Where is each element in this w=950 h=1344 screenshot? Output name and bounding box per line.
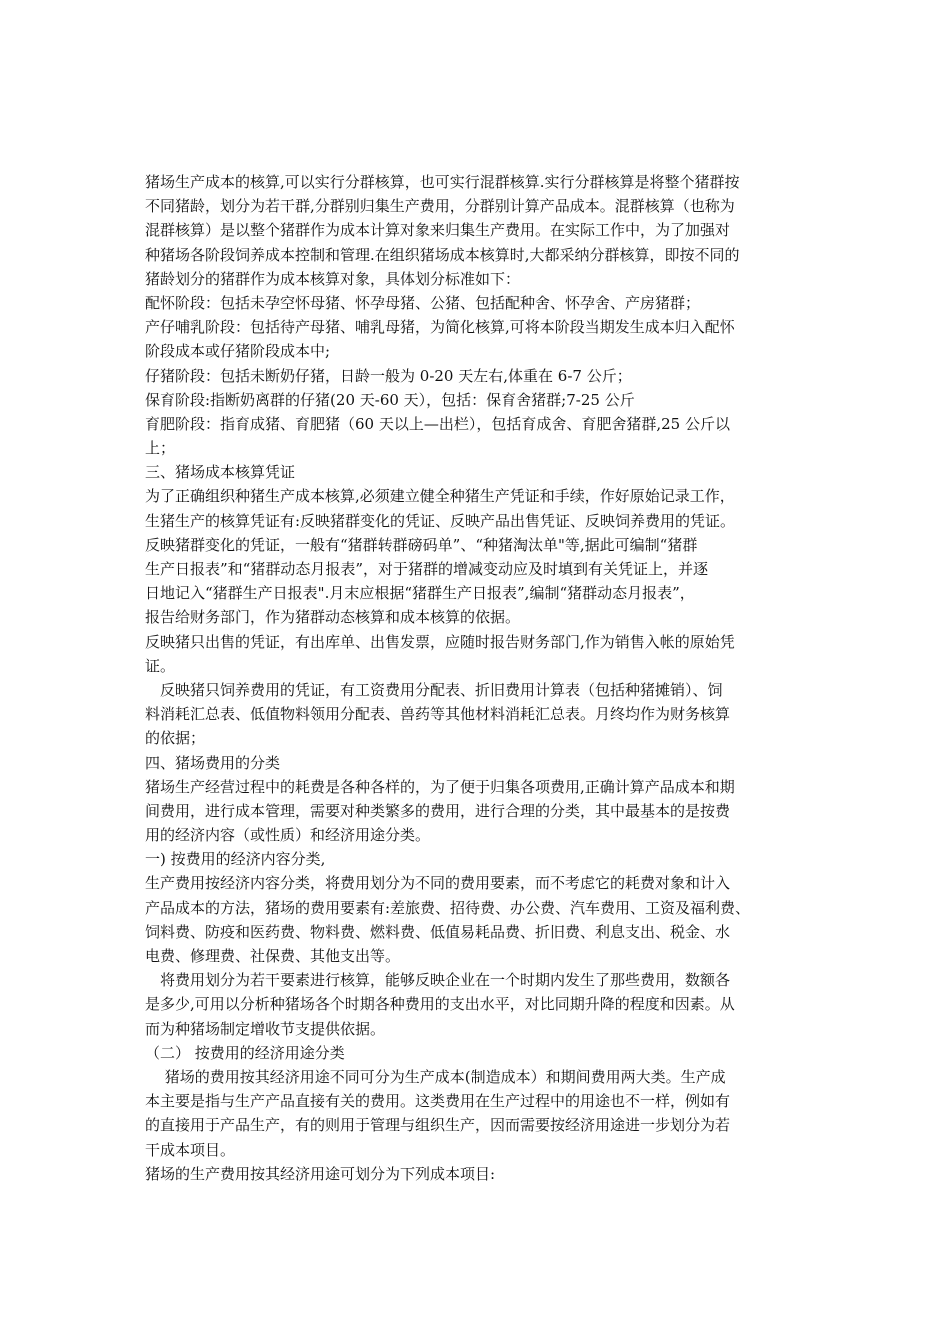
text-line: 猪场的费用按其经济用途不同可分为生产成本(制造成本）和期间费用两大类。生产成 bbox=[145, 1067, 726, 1086]
text-line: 本主要是指与生产产品直接有关的费用。这类费用在生产过程中的用途也不一样，例如有 bbox=[145, 1092, 731, 1111]
text-line: 三、猪场成本核算凭证 bbox=[145, 463, 296, 482]
text-line: 一) 按费用的经济内容分类, bbox=[145, 850, 326, 869]
text-line: 反映猪群变化的凭证，一般有“猪群转群磅码单”、“种猪淘汰单"等,据此可编制“猪群 bbox=[145, 535, 698, 554]
text-line: 饲料费、防疫和医药费、物料费、燃料费、低值易耗品费、折旧费、利息支出、税金、水 bbox=[145, 922, 731, 941]
text-line: 而为种猪场制定增收节支提供依据。 bbox=[145, 1019, 386, 1038]
text-line: 的依据； bbox=[145, 729, 206, 748]
text-line: 猪场的生产费用按其经济用途可划分为下列成本项目: bbox=[145, 1164, 496, 1183]
text-line: 生猪生产的核算凭证有:反映猪群变化的凭证、反映产品出售凭证、反映饲养费用的凭证。 bbox=[145, 511, 736, 530]
text-line: 是多少,可用以分析种猪场各个时期各种费用的支出水平，对比同期升降的程度和因素。从 bbox=[145, 995, 735, 1014]
text-line: （二） 按费用的经济用途分类 bbox=[145, 1043, 345, 1062]
text-line: 仔猪阶段：包括未断奶仔猪，日龄一般为 0-20 天左右,体重在 6-7 公斤； bbox=[145, 366, 632, 385]
text-line: 干成本项目。 bbox=[145, 1140, 236, 1159]
text-line: 上； bbox=[145, 439, 176, 458]
text-line: 四、猪场费用的分类 bbox=[145, 753, 281, 772]
text-line: 阶段成本或仔猪阶段成本中; bbox=[145, 342, 331, 361]
text-line: 将费用划分为若干要素进行核算，能够反映企业在一个时期内发生了那些费用，数额各 bbox=[145, 971, 731, 990]
text-line: 料消耗汇总表、低值物料领用分配表、兽药等其他材料消耗汇总表。月终均作为财务核算 bbox=[145, 705, 731, 724]
text-line: 混群核算）是以整个猪群作为成本计算对象来归集生产费用。在实际工作中，为了加强对 bbox=[145, 221, 731, 240]
text-line: 不同猪龄，划分为若干群,分群别归集生产费用，分群别计算产品成本。混群核算（也称为 bbox=[145, 197, 735, 216]
text-line: 反映猪只出售的凭证，有出库单、出售发票，应随时报告财务部门,作为销售入帐的原始凭 bbox=[145, 632, 735, 651]
text-line: 猪龄划分的猪群作为成本核算对象，具体划分标准如下： bbox=[145, 269, 521, 288]
text-line: 种猪场各阶段饲养成本控制和管理.在组织猪场成本核算时,大都采纳分群核算，即按不同的 bbox=[145, 245, 740, 264]
document-body bbox=[145, 170, 817, 1186]
text-line: 配怀阶段：包括未孕空怀母猪、怀孕母猪、公猪、包括配种舍、怀孕舍、产房猪群； bbox=[145, 293, 701, 312]
text-line: 猪场生产经营过程中的耗费是各种各样的，为了便于归集各项费用,正确计算产品成本和期 bbox=[145, 777, 735, 796]
text-line: 反映猪只饲养费用的凭证，有工资费用分配表、折旧费用计算表（包括种猪摊销）、饲 bbox=[145, 680, 723, 699]
text-line: 报告给财务部门，作为猪群动态核算和成本核算的依据。 bbox=[145, 608, 521, 627]
text-line: 为了正确组织种猪生产成本核算,必须建立健全种猪生产凭证和手续，作好原始记录工作， bbox=[145, 487, 735, 506]
text-line: 用的经济内容（或性质）和经济用途分类。 bbox=[145, 826, 431, 845]
text-line: 电费、修理费、社保费、其他支出等。 bbox=[145, 947, 401, 965]
text-line: 保育阶段:指断奶离群的仔猪(20 天-60 天），包括：保育舍猪群;7-25 公斤 bbox=[145, 390, 635, 409]
text-line: 生产日报表”和“猪群动态月报表”，对于猪群的增减变动应及时填到有关凭证上，并逐 bbox=[145, 560, 709, 578]
text-line: 的直接用于产品生产，有的则用于管理与组织生产，因而需要按经济用途进一步划分为若 bbox=[145, 1116, 731, 1135]
text-line: 猪场生产成本的核算,可以实行分群核算，也可实行混群核算.实行分群核算是将整个猪群按 bbox=[145, 173, 740, 191]
text-line: 育肥阶段：指育成猪、育肥猪（60 天以上—出栏），包括育成舍、育肥舍猪群,25 公斤以 bbox=[145, 414, 730, 433]
text-line: 生产费用按经济内容分类，将费用划分为不同的费用要素，而不考虑它的耗费对象和计入 bbox=[145, 874, 731, 893]
text-line: 产仔哺乳阶段：包括待产母猪、哺乳母猪，为简化核算,可将本阶段当期发生成本归入配怀 bbox=[145, 318, 735, 337]
text-line: 日地记入“猪群生产日报表".月末应根据“猪群生产日报表”,编制“猪群动态月报表”， bbox=[145, 584, 695, 603]
text-line: 证。 bbox=[145, 656, 176, 675]
text-line: 间费用，进行成本管理，需要对种类繁多的费用，进行合理的分类，其中最基本的是按费 bbox=[145, 801, 731, 820]
text-line: 产品成本的方法，猪场的费用要素有:差旅费、招待费、办公费、汽车费用、工资及福利费、 bbox=[145, 898, 751, 917]
